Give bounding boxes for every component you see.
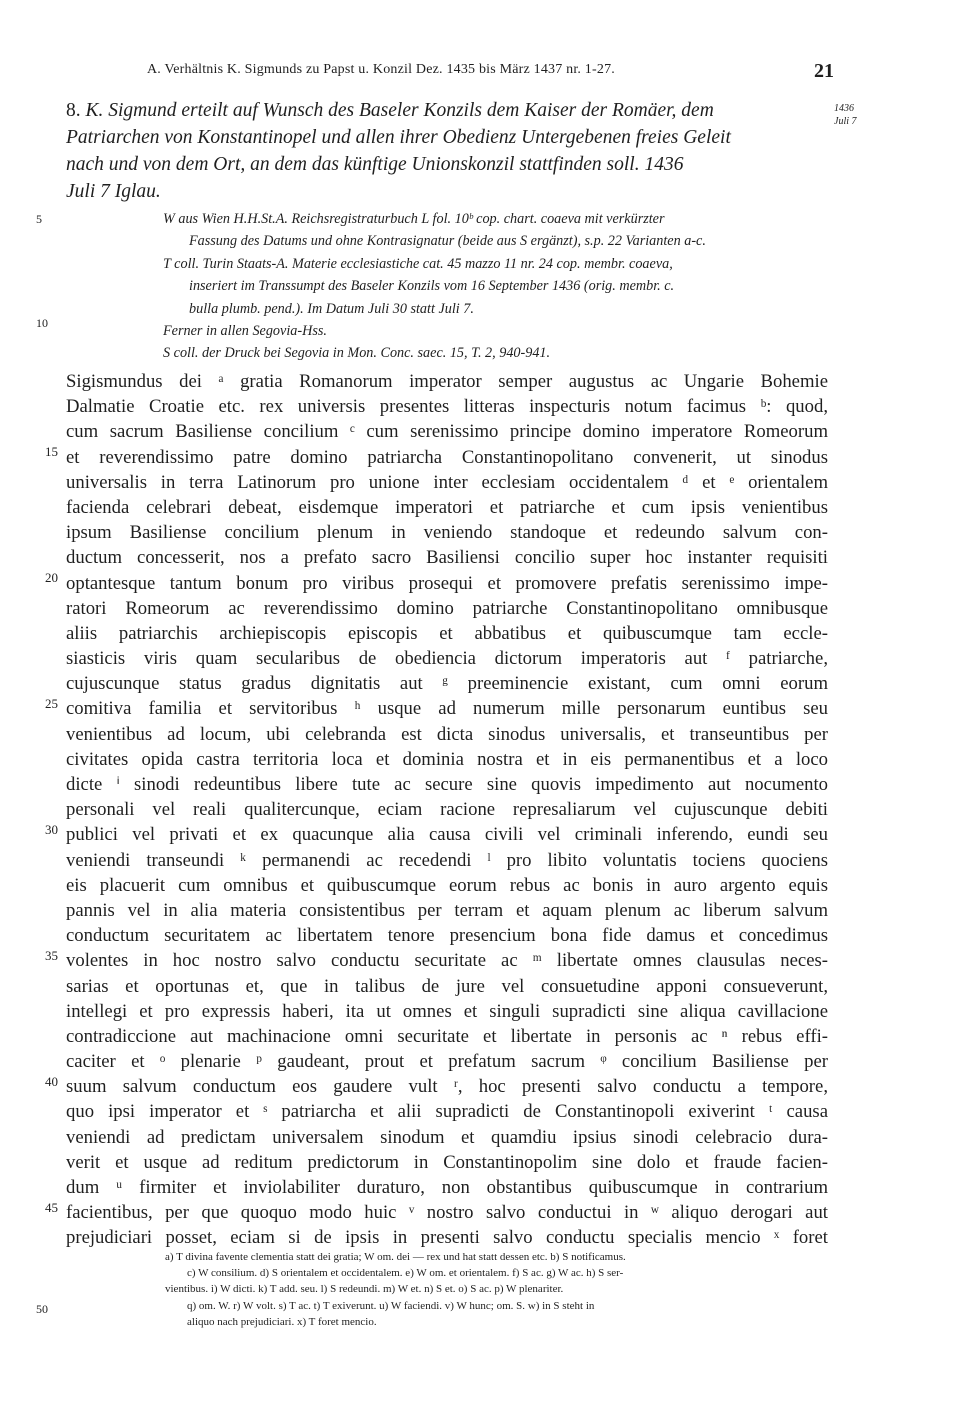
apparatus-line: bulla plumb. pend.). Im Datum Juli 30 statt Juli 7. bbox=[189, 300, 474, 317]
line-number: 40 bbox=[45, 1074, 58, 1089]
apparatus-line: S coll. der Druck bei Segovia in Mon. Conc. saec. 15, T. 2, 940-941. bbox=[163, 345, 551, 362]
line-number: 30 bbox=[45, 822, 58, 837]
body-line: ductum concesserit, nos a prefato sacro Basiliensi concilio super hoc instanter requisiti bbox=[66, 547, 828, 569]
body-line: prejudiciari posset, eciam si de ipsis in presenti salvo conductu specialis mencio ˣ foret bbox=[66, 1227, 828, 1249]
body-line: contradiccione aut machinacione omni securitate et libertate in personis ac ⁿ rebus effi- bbox=[66, 1025, 828, 1047]
body-line: aliis patriarchis archiepiscopis episcopis et abbatibus et quibuscumque tam eccle- bbox=[66, 622, 828, 644]
body-line: veniendi ad predictam universalem sinodum et quamdiu ipsius sinodi celebracio dura- bbox=[66, 1126, 828, 1148]
line-number: 5 bbox=[36, 212, 42, 226]
body-line: Sigismundus dei ᵃ gratia Romanorum imperator semper augustus ac Ungarie Bohemie bbox=[66, 371, 828, 392]
footnote-line: vientibus. i) W dicti. k) T add. seu. l) S redeundi. m) W et. n) S et. o) S ac. p) W plenariter. bbox=[165, 1283, 564, 1296]
body-line: comitiva familia et servitoribus ʰ usque ad numerum mille personarum euntibus seu bbox=[66, 698, 828, 720]
apparatus-line: Fassung des Datums und ohne Kontrasignatur (beide aus S ergänzt), s.p. 22 Varianten a-c. bbox=[189, 233, 706, 250]
body-line: optantesque tantum bonum pro viribus prosequi et promovere prefatis serenissimo impe- bbox=[66, 572, 828, 594]
body-line: dum ᵘ firmiter et inviolabiliter duraturo, non obstantibus quibuscumque in contrarium bbox=[66, 1177, 828, 1198]
document-number: 8. bbox=[66, 100, 81, 121]
body-line: personali vel reali qualitercunque, eciam racione represaliarum vel cujuscunque debiti bbox=[66, 799, 828, 821]
margin-date bbox=[834, 102, 857, 128]
body-line: ipsum Basiliense concilium plenum in veniendo standoque et redeundo salvum con- bbox=[66, 522, 828, 544]
body-line: quo ipsi imperator et ˢ patriarcha et alii supradicti de Constantinopoli exiverint ᵗ causa bbox=[66, 1101, 828, 1123]
apparatus-line: Ferner in allen Segovia-Hss. bbox=[163, 323, 327, 340]
body-line: eis placuerit cum omnibus et quibuscumque eorum rebus ac bonis in auro argento equis bbox=[66, 874, 828, 896]
footnotes bbox=[165, 1249, 830, 1330]
body-line: venientibus ad locum, ubi celebranda est dicta sinodus universalis, et transeuntibus per bbox=[66, 723, 828, 745]
critical-apparatus bbox=[163, 208, 833, 365]
body-line: verit et usque ad reditum predictorum in Constantinopolim sine dolo et fraude facien- bbox=[66, 1151, 828, 1173]
body-line: ratori Romeorum ac reverendissimo domino patriarche Constantinopolitano omnibusque bbox=[66, 597, 828, 619]
regest-line: Juli 7 Iglau. bbox=[66, 181, 161, 202]
line-number: 50 bbox=[36, 1302, 48, 1316]
line-number: 25 bbox=[45, 696, 58, 711]
line-number: 10 bbox=[36, 316, 48, 330]
body-line: facientibus, per que quoquo modo huic ᵛ nostro salvo conductui in ʷ aliquo derogari aut bbox=[66, 1202, 828, 1224]
document-body bbox=[66, 369, 828, 1251]
regest-line: Patriarchen von Konstantinopel und allen ihrer Obedienz Untergebenen freies Geleit bbox=[66, 127, 731, 148]
margin-date-year: 1436 bbox=[834, 103, 854, 114]
body-line: facienda celebrari debeat, eisdemque imperatori et patriarche et cum ipsis venientibus bbox=[66, 496, 828, 518]
line-number: 20 bbox=[45, 570, 58, 585]
body-line: volentes in hoc nostro salvo conductu securitate ac ᵐ libertate omnes clausulas neces- bbox=[66, 950, 828, 972]
apparatus-line: T coll. Turin Staats-A. Materie ecclesiastiche cat. 45 mazzo 11 nr. 24 cop. membr. coaeva, bbox=[163, 255, 673, 272]
regest-line: 8. K. Sigmund erteilt auf Wunsch des Baseler Konzils dem Kaiser der Romäer, dem bbox=[66, 100, 714, 121]
line-number: 15 bbox=[45, 444, 58, 459]
apparatus-line: W aus Wien H.H.St.A. Reichsregistraturbuch L fol. 10ᵇ cop. chart. coaeva mit verkürzter bbox=[163, 211, 665, 227]
body-line: publici vel privati et ex quacunque alia causa civili vel criminali inferendo, eundi seu bbox=[66, 824, 828, 846]
line-number: 45 bbox=[45, 1200, 58, 1215]
body-line: dicte ⁱ sinodi redeuntibus libere tute ac secure sine quovis impedimento aut nocumento bbox=[66, 774, 828, 795]
body-line: civitates opida castra territoria loca et dominia nostra et in eis permanentibus et a loco bbox=[66, 748, 828, 770]
body-line: conductum securitatem ac libertatem tenore presencium bona fide damus et concedimus bbox=[66, 925, 828, 947]
running-header: A. Verhältnis K. Sigmunds zu Papst u. Konzil Dez. 1435 bis März 1437 nr. 1-27. bbox=[147, 62, 615, 77]
line-number: 35 bbox=[45, 948, 58, 963]
page-number: 21 bbox=[814, 60, 834, 82]
body-line: suum salvum conductum eos gaudere vult ʳ, hoc presenti salvo conductu a tempore, bbox=[66, 1076, 828, 1098]
body-line: universalis in terra Latinorum pro unione inter ecclesiam occidentalem ᵈ et ᵉ orientalem bbox=[66, 471, 828, 493]
body-line: et reverendissimo patre domino patriarcha Constantinopolitano convenerit, ut sinodus bbox=[66, 446, 828, 468]
body-line: cujuscunque status gradus dignitatis aut ᵍ preeminencie existant, cum omni eorum bbox=[66, 673, 828, 695]
footnote-line: a) T divina favente clementia statt dei gratia; W om. dei — rex und hat statt dessen etc. b) S notificamus. bbox=[165, 1251, 626, 1263]
regest-heading bbox=[66, 97, 821, 205]
body-line: intellegi et pro expressis haberi, ita ut omnes et singuli supradicti sine aliqua cavillacione bbox=[66, 1000, 828, 1022]
apparatus-line: inseriert im Transsumpt des Baseler Konzils vom 16 September 1436 (orig. membr. c. bbox=[189, 278, 675, 295]
footnote-line: q) om. W. r) W volt. s) T ac. t) T exiverunt. u) W faciendi. v) W hunc; om. S. w) in S steht in bbox=[187, 1299, 595, 1312]
footnote-line: c) W consilium. d) S orientalem et occidentalem. e) W om. et orientalem. f) S ac. g) W ac. h) S ser- bbox=[187, 1267, 624, 1280]
body-line: sarias et oportunas et, que in talibus de jure vel consuetudine apponi consueverunt, bbox=[66, 975, 828, 997]
body-line: caciter et ᵒ plenarie ᵖ gaudeant, prout et prefatum sacrum ᵠ concilium Basiliense per bbox=[66, 1051, 828, 1073]
footnote-line: aliquo nach prejudiciari. x) T foret mencio. bbox=[187, 1315, 377, 1328]
body-line: pannis vel in alia materia consistentibus per terram et aquam plenum ac liberum salvum bbox=[66, 899, 828, 921]
body-line: cum sacrum Basiliense concilium ᶜ cum serenissimo principe domino imperatore Romeorum bbox=[66, 421, 828, 443]
body-line: siasticis viris quam secularibus de obediencia dictorum imperatoris aut ᶠ patriarche, bbox=[66, 648, 828, 670]
margin-date-day: Juli 7 bbox=[834, 116, 857, 127]
body-line: veniendi transeundi ᵏ permanendi ac recedendi ˡ pro libito voluntatis tociens quociens bbox=[66, 849, 828, 871]
regest-line: nach und von dem Ort, an dem das künftige Unionskonzil stattfinden soll. 1436 bbox=[66, 154, 684, 175]
body-line: Dalmatie Croatie etc. rex universis presentes litteras inspecturis notum facimus ᵇ: quod, bbox=[66, 396, 828, 418]
